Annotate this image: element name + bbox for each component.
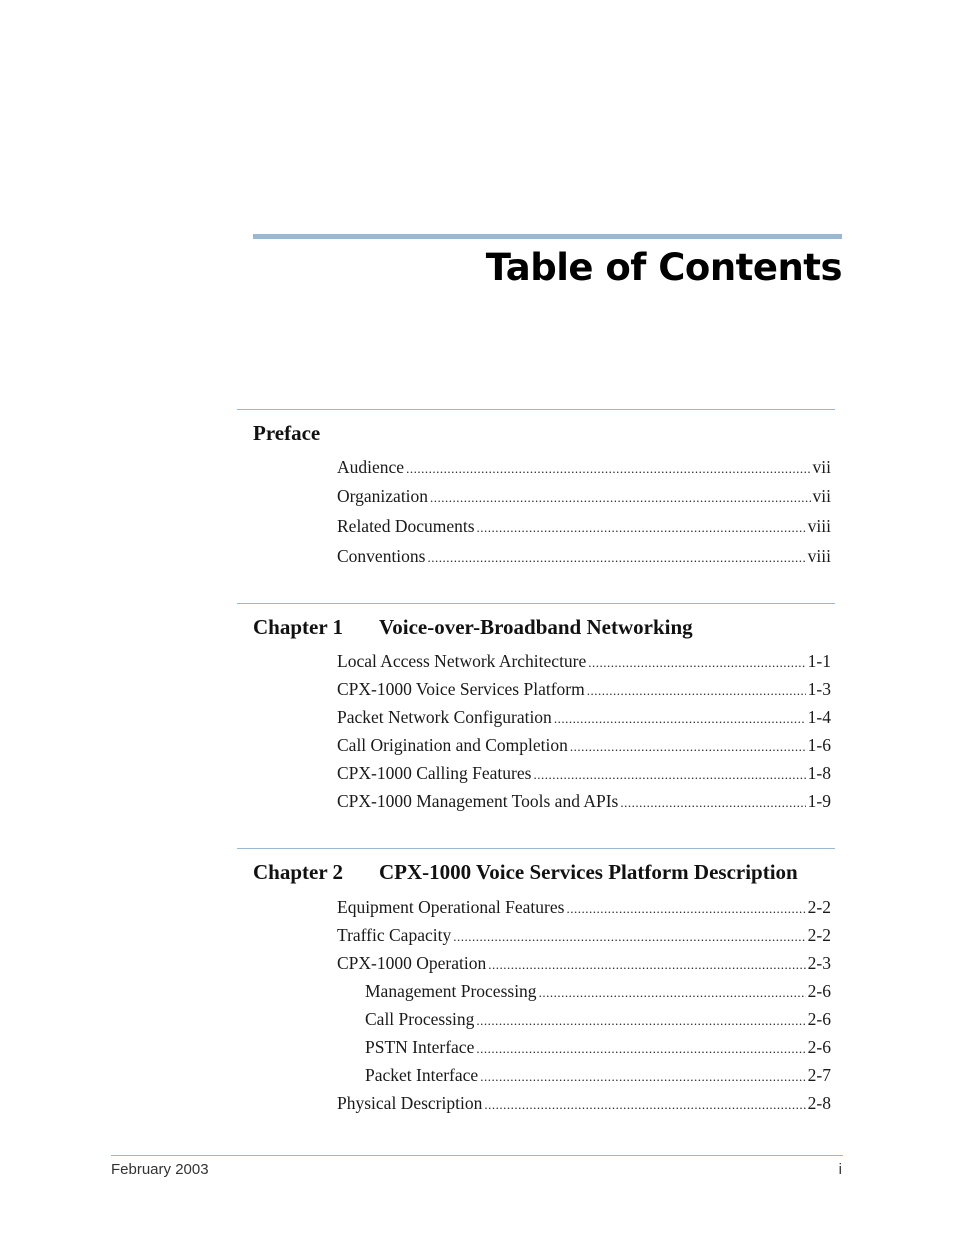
toc-entry-text: CPX-1000 Calling Features	[337, 763, 532, 783]
footer-page-number: i	[838, 1161, 842, 1178]
toc-entry-text: PSTN Interface	[365, 1037, 475, 1057]
chapter-title: CPX-1000 Voice Services Platform Description	[379, 860, 798, 884]
chapter-number: Chapter 1	[253, 615, 344, 639]
footer-date: February 2003	[111, 1161, 209, 1178]
section-heading-preface	[253, 421, 320, 446]
dot-leader	[476, 1038, 805, 1060]
dot-leader	[484, 1094, 805, 1116]
toc-entry-equipment-features[interactable]	[337, 896, 831, 920]
section-divider-chapter-1	[237, 603, 835, 604]
dot-leader	[620, 792, 805, 814]
toc-entry-text: Management Processing	[365, 981, 537, 1001]
toc-entry-local-access-network[interactable]	[337, 650, 831, 674]
dot-leader	[488, 954, 805, 976]
toc-entry-text: Audience	[337, 457, 405, 477]
toc-page-number: 2-2	[807, 897, 831, 917]
toc-page-number: 1-9	[807, 791, 831, 811]
dot-leader	[476, 1010, 805, 1032]
toc-entry-cpx-operation[interactable]	[337, 952, 831, 976]
toc-entry-text: Organization	[337, 486, 429, 506]
toc-page-number: viii	[807, 516, 831, 536]
toc-entry-traffic-capacity[interactable]	[337, 924, 831, 948]
toc-entry-voice-services-platform[interactable]	[337, 678, 831, 702]
toc-entry-call-processing[interactable]	[365, 1008, 831, 1032]
toc-page-number: 2-8	[807, 1093, 831, 1113]
toc-entry-text: Packet Interface	[365, 1065, 479, 1085]
toc-entry-text: Packet Network Configuration	[337, 707, 552, 727]
toc-entry-text: Traffic Capacity	[337, 925, 452, 945]
toc-page-number: viii	[807, 546, 831, 566]
toc-entry-text: Conventions	[337, 546, 426, 566]
toc-page-number: vii	[812, 486, 831, 506]
toc-entry-text: Call Processing	[365, 1009, 475, 1029]
dot-leader	[588, 652, 805, 674]
toc-entry-related-documents[interactable]	[337, 515, 831, 539]
toc-entry-text: CPX-1000 Operation	[337, 953, 487, 973]
toc-entry-management-processing[interactable]	[365, 980, 831, 1004]
toc-page-number: 2-3	[807, 953, 831, 973]
toc-entry-conventions[interactable]	[337, 545, 831, 569]
toc-entry-text: Local Access Network Architecture	[337, 651, 587, 671]
section-divider-preface	[237, 409, 835, 410]
dot-leader	[453, 926, 805, 948]
toc-page-number: 1-3	[807, 679, 831, 699]
toc-page-number: vii	[812, 457, 831, 477]
toc-entry-call-origination[interactable]	[337, 734, 831, 758]
toc-entry-physical-description[interactable]	[337, 1092, 831, 1116]
toc-entry-pstn-interface[interactable]	[365, 1036, 831, 1060]
toc-entry-text: Physical Description	[337, 1093, 483, 1113]
title-rule	[253, 234, 842, 239]
dot-leader	[533, 764, 805, 786]
toc-entry-packet-interface[interactable]	[365, 1064, 831, 1088]
toc-entry-packet-network-configuration[interactable]	[337, 706, 831, 730]
toc-entry-text: Call Origination and Completion	[337, 735, 568, 755]
toc-entry-text: Related Documents	[337, 516, 475, 536]
toc-page-number: 2-6	[807, 981, 831, 1001]
toc-entry-calling-features[interactable]	[337, 762, 831, 786]
preface-heading-text: Preface	[253, 421, 321, 445]
section-heading-chapter-1	[253, 615, 693, 640]
toc-entry-text: Equipment Operational Features	[337, 897, 565, 917]
toc-page-number: 1-4	[807, 707, 831, 727]
toc-page-number: 1-1	[807, 651, 831, 671]
chapter-title: Voice-over-Broadband Networking	[379, 615, 693, 639]
dot-leader	[539, 982, 806, 1004]
toc-entry-audience[interactable]	[337, 456, 831, 480]
dot-leader	[427, 547, 805, 569]
dot-leader	[480, 1066, 805, 1088]
page-title: Table of Contents	[485, 246, 842, 289]
dot-leader	[430, 487, 810, 509]
toc-entry-text: CPX-1000 Voice Services Platform	[337, 679, 585, 699]
footer-rule	[111, 1155, 843, 1156]
toc-page-number: 2-2	[807, 925, 831, 945]
toc-page-number: 1-6	[807, 735, 831, 755]
toc-page-number: 2-6	[807, 1037, 831, 1057]
toc-entry-text: CPX-1000 Management Tools and APIs	[337, 791, 619, 811]
toc-page-number: 2-6	[807, 1009, 831, 1029]
chapter-number: Chapter 2	[253, 860, 344, 884]
dot-leader	[587, 680, 806, 702]
toc-entry-organization[interactable]	[337, 485, 831, 509]
dot-leader	[477, 517, 806, 539]
dot-leader	[570, 736, 806, 758]
dot-leader	[554, 708, 806, 730]
toc-page-number: 2-7	[807, 1065, 831, 1085]
section-divider-chapter-2	[237, 848, 835, 849]
toc-page-number: 1-8	[807, 763, 831, 783]
section-heading-chapter-2	[253, 860, 798, 885]
toc-entry-management-tools[interactable]	[337, 790, 831, 814]
dot-leader	[406, 458, 810, 480]
dot-leader	[566, 898, 805, 920]
